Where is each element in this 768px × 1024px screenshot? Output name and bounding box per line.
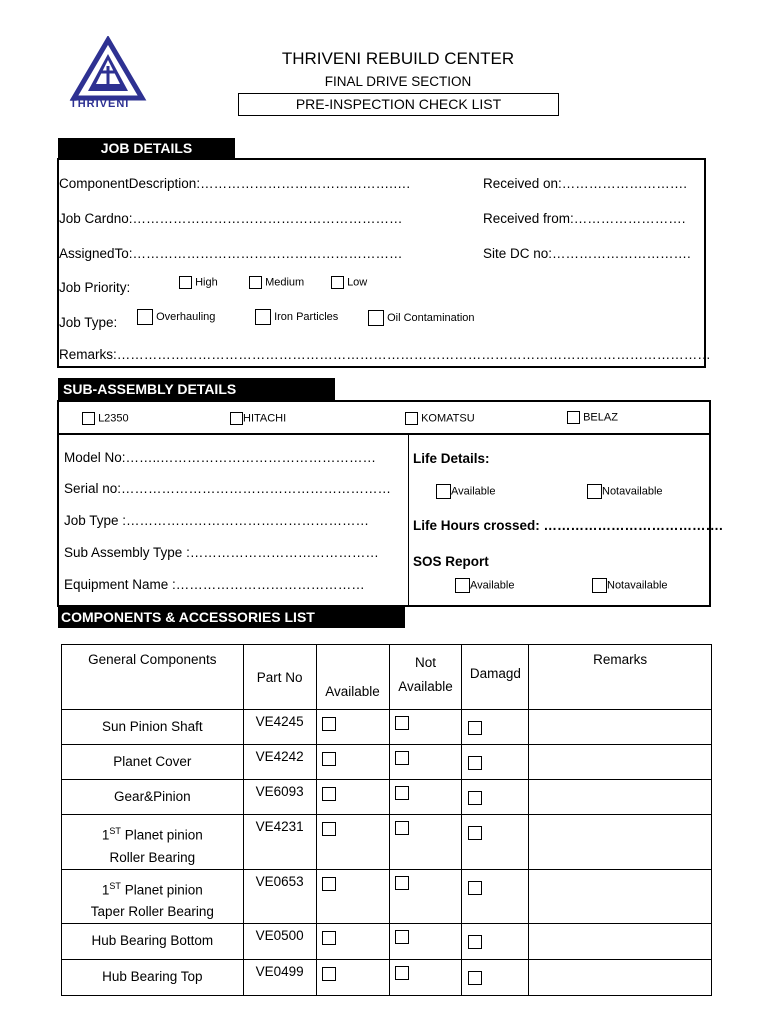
col-part-no: Part No: [243, 645, 316, 710]
part-no: VE0653: [243, 869, 316, 924]
col-not-available: Not Available: [389, 645, 462, 710]
not-available-cell[interactable]: [389, 869, 462, 924]
sub-assembly-type-field[interactable]: Sub Assembly Type :……………………………………: [64, 545, 379, 560]
component-name: Sun Pinion Shaft: [62, 710, 244, 745]
not-available-cell[interactable]: [389, 710, 462, 745]
received-from-field[interactable]: Received from:…………………….: [483, 211, 686, 226]
table-header-row: [62, 645, 712, 710]
checkbox[interactable]: [395, 930, 409, 944]
part-no: VE4245: [243, 710, 316, 745]
life-hours-field[interactable]: Life Hours crossed: ………………………………….: [413, 518, 723, 533]
checkbox[interactable]: [322, 877, 336, 891]
job-card-field[interactable]: Job Cardno:……………………………………………………: [59, 211, 403, 226]
checkbox[interactable]: [137, 309, 153, 325]
life-available[interactable]: Available: [436, 484, 495, 499]
checkbox[interactable]: [436, 484, 451, 499]
sub-assembly-box: [57, 400, 711, 607]
checkbox[interactable]: [368, 310, 384, 326]
model-no-field[interactable]: Model No:……..…………………………………………: [64, 450, 377, 465]
checkbox[interactable]: [395, 821, 409, 835]
make-komatsu[interactable]: KOMATSU: [405, 412, 475, 425]
not-available-cell[interactable]: [389, 960, 462, 996]
checkbox[interactable]: [455, 578, 470, 593]
not-available-cell[interactable]: [389, 924, 462, 960]
life-not-available[interactable]: Notavailable: [587, 484, 663, 499]
available-cell[interactable]: [316, 780, 389, 815]
checkbox[interactable]: [395, 716, 409, 730]
remarks-cell[interactable]: [529, 869, 712, 924]
checkbox[interactable]: [322, 752, 336, 766]
checkbox[interactable]: [179, 276, 192, 289]
available-cell[interactable]: [316, 745, 389, 780]
site-dc-field[interactable]: Site DC no:………………………….: [483, 246, 691, 261]
checkbox[interactable]: [255, 309, 271, 325]
component-description-field[interactable]: ComponentDescription:…………………………………….….: [59, 176, 411, 191]
checkbox[interactable]: [587, 484, 602, 499]
damaged-cell[interactable]: [462, 745, 529, 780]
job-priority-label: Job Priority:: [59, 280, 131, 295]
priority-high[interactable]: High: [179, 276, 218, 289]
table-row: [62, 815, 712, 870]
col-damaged: Damagd: [462, 645, 529, 710]
checkbox[interactable]: [322, 931, 336, 945]
divider: [408, 433, 409, 607]
life-details-label: Life Details:: [413, 451, 490, 466]
checkbox[interactable]: [249, 276, 262, 289]
received-on-field[interactable]: Received on:……………………….: [483, 176, 688, 191]
available-cell[interactable]: [316, 815, 389, 870]
remarks-field[interactable]: Remarks:……………………………………………………………………………………………………………………: [59, 347, 711, 362]
components-table: [61, 644, 712, 996]
checkbox[interactable]: [468, 935, 482, 949]
table-row: [62, 960, 712, 996]
remarks-cell[interactable]: [529, 960, 712, 996]
component-name: 1ST Planet pinion Taper Roller Bearing: [62, 869, 244, 924]
component-name: Gear&Pinion: [62, 780, 244, 815]
damaged-cell[interactable]: [462, 780, 529, 815]
checkbox[interactable]: [322, 967, 336, 981]
checkbox[interactable]: [82, 412, 95, 425]
checkbox[interactable]: [468, 791, 482, 805]
org-title: THRIVENI REBUILD CENTER: [281, 49, 515, 68]
sos-report-label: SOS Report: [413, 554, 489, 569]
doc-title: PRE-INSPECTION CHECK LIST: [238, 93, 559, 116]
checkbox[interactable]: [468, 721, 482, 735]
not-available-cell[interactable]: [389, 745, 462, 780]
checkbox[interactable]: [395, 751, 409, 765]
damaged-cell[interactable]: [462, 710, 529, 745]
damaged-cell[interactable]: [462, 869, 529, 924]
table-row: [62, 745, 712, 780]
type-oil-contamination[interactable]: Oil Contamination: [368, 310, 475, 326]
checkbox[interactable]: [468, 756, 482, 770]
checkbox[interactable]: [322, 822, 336, 836]
part-no: VE4231: [243, 815, 316, 870]
part-no: VE4242: [243, 745, 316, 780]
not-available-cell[interactable]: [389, 780, 462, 815]
serial-no-field[interactable]: Serial no:……………………………………………………: [64, 481, 392, 496]
sub-assembly-header: SUB-ASSEMBLY DETAILS: [58, 378, 335, 400]
available-cell[interactable]: [316, 710, 389, 745]
type-overhauling[interactable]: Overhauling: [137, 309, 215, 325]
part-no: VE6093: [243, 780, 316, 815]
remarks-cell[interactable]: [529, 710, 712, 745]
table-row: [62, 869, 712, 924]
make-l2350[interactable]: L2350: [82, 412, 129, 425]
components-header: COMPONENTS & ACCESSORIES LIST: [58, 607, 405, 628]
col-general-components: General Components: [62, 645, 244, 710]
component-name: 1ST Planet pinion Roller Bearing: [62, 815, 244, 870]
checkbox[interactable]: [468, 826, 482, 840]
available-cell[interactable]: [316, 924, 389, 960]
checkbox[interactable]: [322, 717, 336, 731]
section-title: FINAL DRIVE SECTION: [324, 74, 472, 89]
priority-medium[interactable]: Medium: [249, 276, 304, 289]
checkbox[interactable]: [395, 876, 409, 890]
available-cell[interactable]: [316, 869, 389, 924]
logo-text: THRIVENI: [70, 98, 130, 110]
col-available: Available: [316, 645, 389, 710]
sos-not-available[interactable]: Notavailable: [592, 578, 668, 593]
damaged-cell[interactable]: [462, 815, 529, 870]
checkbox[interactable]: [395, 786, 409, 800]
damaged-cell[interactable]: [462, 924, 529, 960]
priority-low[interactable]: Low: [331, 276, 367, 289]
checkbox[interactable]: [468, 971, 482, 985]
component-name: Planet Cover: [62, 745, 244, 780]
checkbox[interactable]: [405, 412, 418, 425]
available-cell[interactable]: [316, 960, 389, 996]
table-row: [62, 924, 712, 960]
job-type-label: Job Type:: [59, 315, 118, 330]
checkbox[interactable]: [331, 276, 344, 289]
component-name: Hub Bearing Top: [62, 960, 244, 996]
type-iron-particles[interactable]: Iron Particles: [255, 309, 338, 325]
remarks-cell[interactable]: [529, 780, 712, 815]
remarks-cell[interactable]: [529, 815, 712, 870]
equipment-name-field[interactable]: Equipment Name :……………………………………: [64, 577, 365, 592]
damaged-cell[interactable]: [462, 960, 529, 996]
assigned-to-field[interactable]: AssignedTo:……………………………………………………: [59, 246, 403, 261]
table-row: [62, 780, 712, 815]
col-remarks: Remarks: [529, 645, 712, 710]
divider: [57, 433, 711, 435]
sub-job-type-field[interactable]: Job Type :………………………………………………: [64, 513, 370, 528]
table-row: [62, 710, 712, 745]
make-belaz[interactable]: BELAZ: [567, 411, 618, 424]
remarks-cell[interactable]: [529, 745, 712, 780]
remarks-cell[interactable]: [529, 924, 712, 960]
sos-available[interactable]: Available: [455, 578, 514, 593]
checkbox[interactable]: [395, 966, 409, 980]
not-available-cell[interactable]: [389, 815, 462, 870]
part-no: VE0500: [243, 924, 316, 960]
make-hitachi[interactable]: HITACHI: [230, 412, 286, 425]
job-details-header: JOB DETAILS: [58, 138, 235, 159]
checkbox[interactable]: [567, 411, 580, 424]
component-name: Hub Bearing Bottom: [62, 924, 244, 960]
checkbox[interactable]: [592, 578, 607, 593]
part-no: VE0499: [243, 960, 316, 996]
checkbox[interactable]: [468, 881, 482, 895]
checkbox[interactable]: [230, 412, 243, 425]
checkbox[interactable]: [322, 787, 336, 801]
